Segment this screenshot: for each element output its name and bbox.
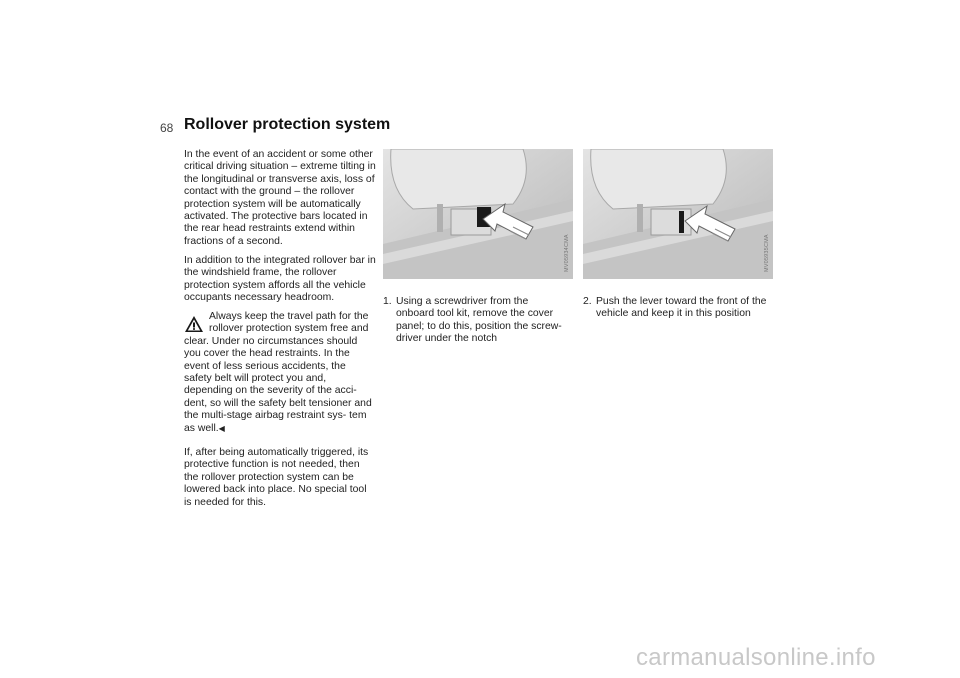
step-2 xyxy=(583,296,783,321)
page-title: Rollover protection system xyxy=(184,116,391,133)
left-column xyxy=(184,149,376,515)
figure-2 xyxy=(583,149,773,279)
end-of-warning-icon: ◀ xyxy=(218,423,225,433)
figure-1-code: MV05934CMA xyxy=(564,234,570,272)
figure-1 xyxy=(383,149,573,279)
headroom-paragraph: In addition to the integrated rollover bar in the windshield frame, the rollover protection system affords all the vehicle occupants necessary headroom. xyxy=(184,254,376,303)
step-1 xyxy=(383,296,563,346)
watermark: carmanualsonline.info xyxy=(636,644,876,671)
warning-triangle-icon xyxy=(184,314,204,334)
push-lever-illustration-icon xyxy=(583,149,773,279)
warning-block xyxy=(184,311,376,435)
figure-2-code: MV05935CMA xyxy=(764,234,770,272)
step-1-number: 1. xyxy=(383,296,392,307)
screwdriver-cover-illustration-icon xyxy=(383,149,573,279)
intro-paragraph: In the event of an accident or some other critical driving situation – extreme tilting in the longitudinal or transverse axis, loss of contact with the ground – the rollover protection system will be automatically activated. The protective bars located in the rear head restraints extend within fractions of a second. xyxy=(184,149,376,247)
lowering-paragraph: If, after being automatically triggered, its protective function is not needed, then the rollover protection system can be lowered back into place. No special tool is needed for this. xyxy=(184,446,369,508)
warning-text: Always keep the travel path for the rollover protection system free and clear. Under no circumstances should you cover the head restraints. In the event of less serious accidents, the safety belt will protect you and, depending on the severity of the acci- dent, so will the safety belt tensioner and the multi-stage airbag restraint sys- tem as well. xyxy=(184,310,372,434)
step-2-number: 2. xyxy=(583,296,592,307)
page-number: 68 xyxy=(160,121,174,135)
step-2-text: Push the lever toward the front of the vehicle and keep it in this position xyxy=(596,296,767,320)
step-1-text: Using a screwdriver from the onboard tool kit, remove the cover panel; to do this, position the screw- driver under the notch xyxy=(396,296,562,345)
